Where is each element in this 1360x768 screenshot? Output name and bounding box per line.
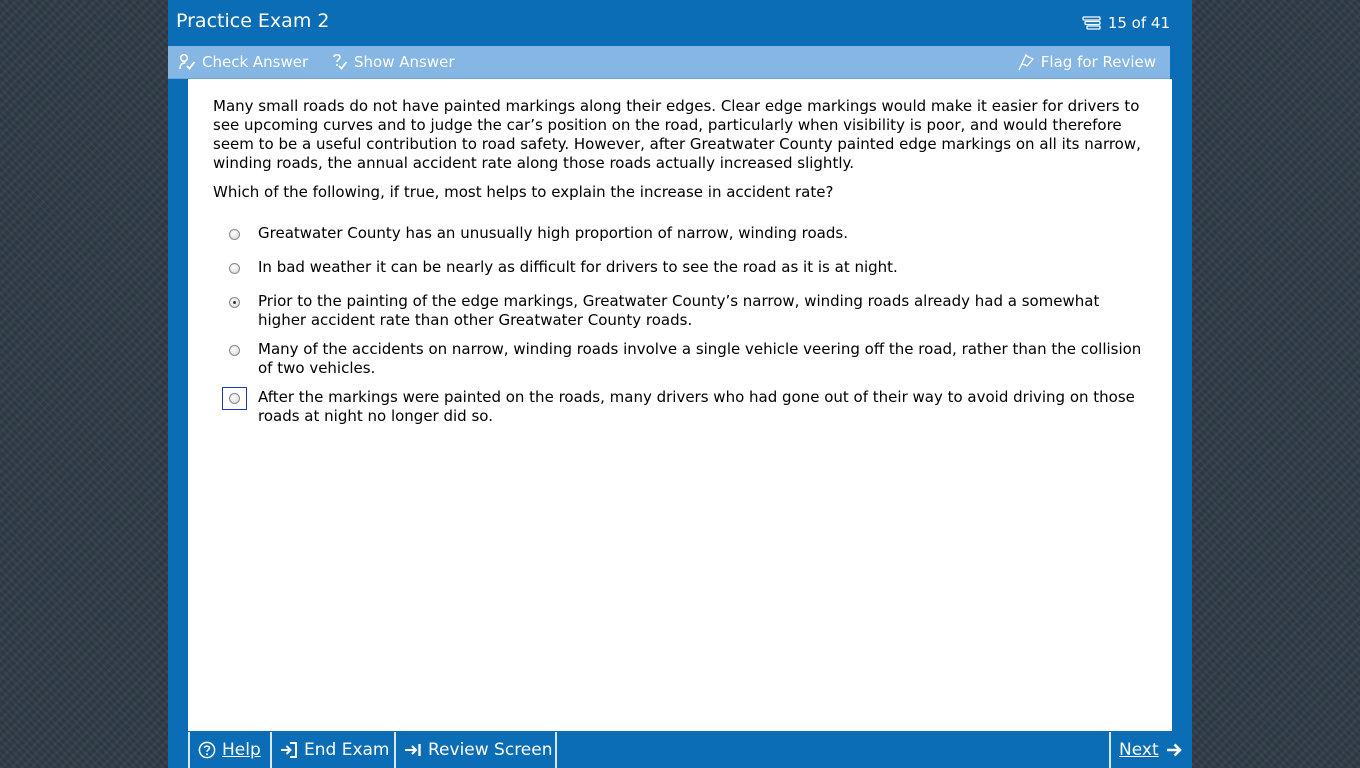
answer-choice-text-2: In bad weather it can be nearly as difficult for drivers to see the road as it is at night. (258, 258, 898, 276)
end-exam-label: End Exam (304, 740, 390, 760)
flag-for-review-label: Flag for Review (1040, 53, 1156, 71)
answer-radio-5[interactable] (229, 393, 240, 404)
question-stem: Which of the following, if true, most helps to explain the increase in accident rate? (213, 183, 834, 201)
progress-text: 15 of 41 (1107, 14, 1170, 32)
answer-radio-4[interactable] (229, 345, 240, 356)
flag-icon (1017, 53, 1035, 71)
toolbar (168, 46, 1170, 79)
exam-window (168, 0, 1192, 768)
show-answer-icon (330, 53, 348, 71)
check-answer-label: Check Answer (202, 53, 309, 71)
answer-choice-text-4: Many of the accidents on narrow, winding roads involve a single vehicle veering off the road, rather than the collision of two vehicles. (258, 340, 1142, 377)
end-exam-button[interactable] (270, 732, 394, 768)
answer-radio-3[interactable] (229, 297, 240, 308)
next-button[interactable] (1109, 732, 1192, 768)
flag-for-review-button[interactable] (1017, 46, 1156, 78)
check-answer-icon (178, 53, 196, 71)
help-button[interactable] (188, 732, 270, 768)
show-answer-label: Show Answer (354, 53, 455, 71)
show-answer-button[interactable] (330, 46, 455, 78)
help-icon (198, 741, 216, 759)
answer-choice-text-1: Greatwater County has an unusually high proportion of narrow, winding roads. (258, 224, 848, 242)
answer-radio-1[interactable] (229, 229, 240, 240)
question-panel (188, 79, 1172, 731)
help-label: Help (222, 740, 261, 760)
check-answer-button[interactable] (178, 46, 308, 78)
title-bar (168, 0, 1192, 46)
bottom-nav-bar (168, 731, 1192, 768)
answer-choice-text-5: After the markings were painted on the roads, many drivers who had gone out of their way to avoid driving on those roads at night no longer did so. (258, 388, 1135, 425)
next-label: Next (1119, 740, 1159, 760)
question-progress (1082, 14, 1170, 32)
review-screen-icon (404, 741, 422, 759)
answer-choice-text-3: Prior to the painting of the edge markings, Greatwater County’s narrow, winding roads already had a somewhat higher accident rate than other Greatwater County roads. (258, 292, 1100, 329)
question-list-icon (1082, 16, 1102, 30)
end-exam-icon (280, 741, 298, 759)
review-screen-button[interactable] (394, 732, 557, 768)
review-screen-label: Review Screen (428, 740, 553, 760)
arrow-right-icon (1165, 741, 1183, 759)
answer-radio-2[interactable] (229, 263, 240, 274)
exam-title: Practice Exam 2 (176, 10, 330, 32)
question-stimulus: Many small roads do not have painted markings along their edges. Clear edge markings would make it easier for drivers to see upcoming curves and to judge the car’s position on the road, particularly when visibility is poor, and would therefore seem to be a useful contribution to road safety. However, after Greatwater County painted edge markings on all its narrow, winding roads, the annual accident rate along those roads actually increased slightly. (213, 97, 1141, 172)
